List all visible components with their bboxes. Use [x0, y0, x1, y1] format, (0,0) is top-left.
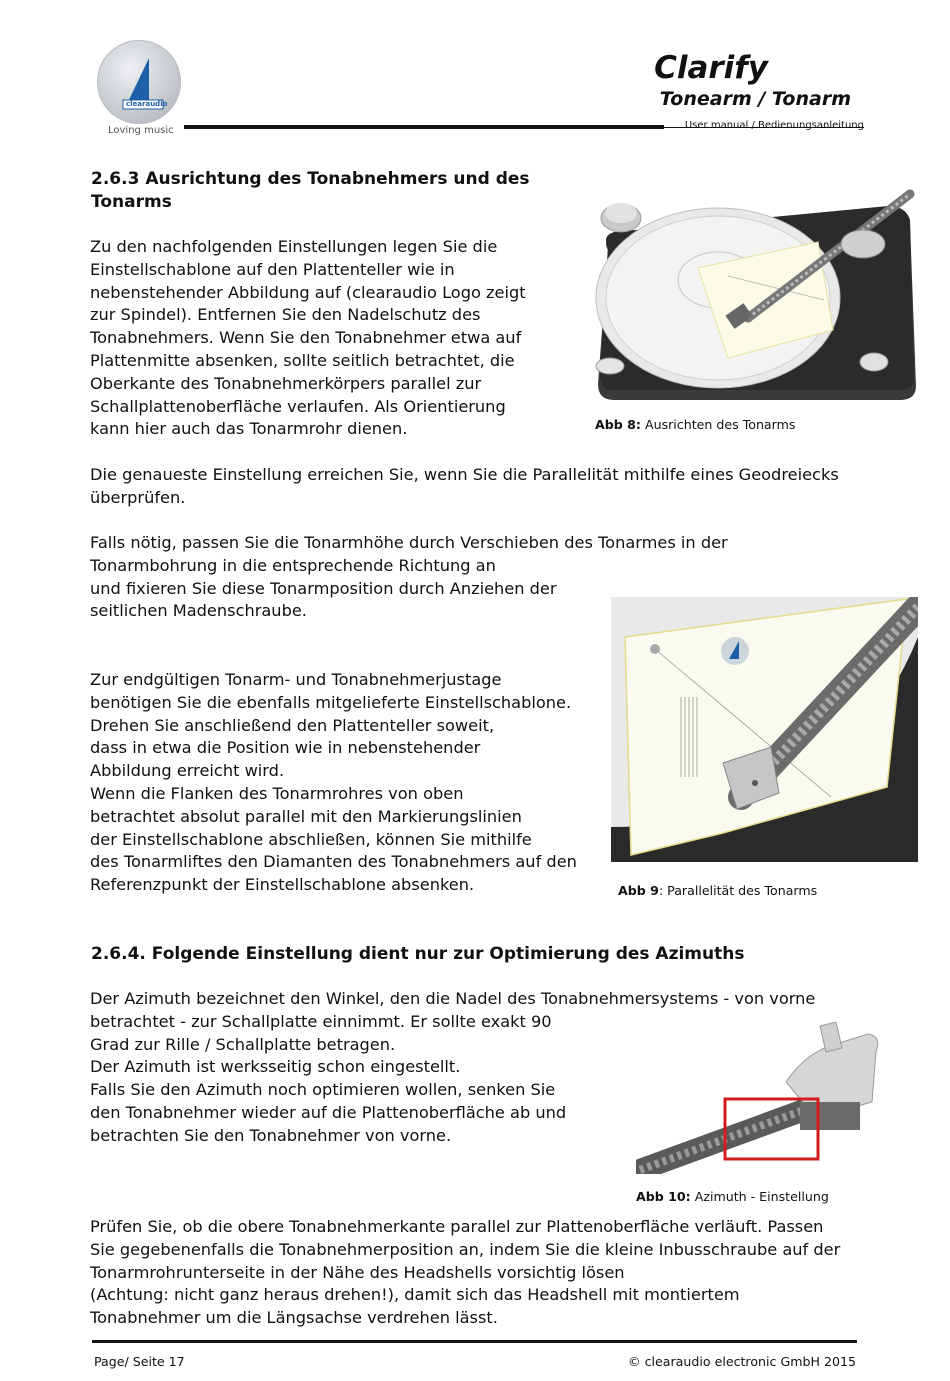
text-line: zur Spindel). Entfernen Sie den Nadelschutz des	[90, 305, 481, 325]
heading-line: Tonarms	[91, 192, 172, 212]
product-subtitle: Tonearm / Tonarm	[659, 88, 851, 110]
paragraph-template-placement	[90, 236, 560, 441]
headshell-illustration	[636, 1022, 884, 1174]
figure-8-turntable	[588, 180, 918, 406]
text-line: betrachtet - zur Schallplatte einnimmt. Er sollte exakt 90	[90, 1011, 552, 1031]
text-line: Falls nötig, passen Sie die Tonarmhöhe durch Verschieben des Tonarmes in der	[90, 533, 728, 552]
text-line: Tonarmbohrung in die entsprechende Richtung an	[90, 555, 496, 575]
turntable-illustration	[588, 180, 918, 406]
text-line: Tonabnehmers. Wenn Sie den Tonabnehmer etwa auf	[90, 328, 522, 348]
text-line: Tonarmrohrunterseite in der Nähe des Headshells vorsichtig lösen	[90, 1262, 625, 1282]
figure-9-alignment	[611, 597, 918, 862]
copyright: © clearaudio electronic GmbH 2015	[628, 1354, 856, 1369]
caption-label: Abb 8:	[595, 417, 641, 432]
text-line: Abbildung erreicht wird.	[90, 761, 285, 781]
figure-9-caption	[618, 883, 817, 898]
section-heading-2-6-4: 2.6.4. Folgende Einstellung dient nur zur Optimierung des Azimuths	[91, 944, 745, 964]
text-line: Der Azimuth ist werksseitig schon eingestellt.	[90, 1057, 461, 1077]
text-line: Schallplattenoberfläche verlaufen. Als Orientierung	[90, 396, 506, 416]
text-line: Oberkante des Tonabnehmerkörpers parallel zur	[90, 373, 482, 393]
footer-rule	[92, 1340, 857, 1343]
text-line: Plattenmitte absenken, sollte seitlich betrachtet, die	[90, 350, 515, 370]
text-line: benötigen Sie die ebenfalls mitgelieferte Einstellschablone.	[90, 692, 572, 712]
manual-label: User manual / Bedienungsanleitung	[684, 120, 864, 131]
text-line: Einstellschablone auf den Plattenteller wie in	[90, 259, 455, 279]
alignment-template-illustration	[611, 597, 918, 862]
figure-10-azimuth	[636, 1022, 884, 1174]
heading-line: 2.6.3 Ausrichtung des Tonabnehmers und des	[91, 169, 530, 189]
text-line: überprüfen.	[90, 487, 186, 507]
paragraph-check-edge	[90, 1216, 870, 1330]
caption-text: Azimuth - Einstellung	[690, 1189, 829, 1204]
text-line: Falls Sie den Azimuth noch optimieren wollen, senken Sie	[90, 1080, 556, 1100]
text-line: (Achtung: nicht ganz heraus drehen!), damit sich das Headshell mit montiertem	[90, 1285, 740, 1305]
caption-text: : Parallelität des Tonarms	[658, 883, 818, 898]
text-line: Zur endgültigen Tonarm- und Tonabnehmerjustage	[90, 670, 502, 689]
text-line: Drehen Sie anschließend den Plattenteller soweit,	[90, 715, 495, 735]
text-line: und fixieren Sie diese Tonarmposition durch Anziehen der	[90, 578, 557, 598]
product-title: Clarify	[654, 50, 768, 86]
caption-label: Abb 10:	[636, 1189, 691, 1204]
text-line: Zu den nachfolgenden Einstellungen legen Sie die	[90, 237, 498, 256]
text-line: der Einstellschablone abschließen, können Sie mithilfe	[90, 829, 532, 849]
text-line: den Tonabnehmer wieder auf die Plattenoberfläche ab und	[90, 1102, 567, 1122]
text-line: kann hier auch das Tonarmrohr dienen.	[90, 419, 408, 439]
text-line: Tonabnehmer um die Längsachse verdrehen lässt.	[90, 1308, 498, 1328]
header-rule	[184, 125, 664, 129]
caption-label: Abb 9	[618, 883, 659, 898]
figure-8-caption	[595, 417, 795, 432]
paragraph-geodreieck	[90, 464, 870, 510]
text-line: des Tonarmliftes den Diamanten des Tonabnehmers auf den	[90, 852, 577, 872]
text-line: betrachtet absolut parallel mit den Markierungslinien	[90, 806, 522, 826]
text-line: Grad zur Rille / Schallplatte betragen.	[90, 1034, 396, 1054]
text-line: Die genaueste Einstellung erreichen Sie, wenn Sie die Parallelität mithilfe eines Geodreiecks	[90, 465, 839, 484]
text-line: Wenn die Flanken des Tonarmrohres von oben	[90, 783, 464, 803]
paragraph-final-adjustment	[90, 669, 610, 897]
text-line: seitlichen Madenschraube.	[90, 601, 307, 621]
text-line: Prüfen Sie, ob die obere Tonabnehmerkante parallel zur Plattenoberfläche verläuft. Passen	[90, 1217, 824, 1236]
figure-10-caption	[636, 1189, 829, 1204]
page-number: Page/ Seite 17	[94, 1354, 185, 1369]
text-line: Referenzpunkt der Einstellschablone absenken.	[90, 875, 475, 895]
caption-text: Ausrichten des Tonarms	[640, 417, 796, 432]
clearaudio-logo	[97, 40, 181, 124]
text-line: Sie gegebenenfalls die Tonabnehmerposition an, indem Sie die kleine Inbusschraube auf der	[90, 1239, 841, 1259]
logo-text: clearaudio	[126, 100, 168, 108]
logo-tagline: Loving music	[108, 125, 174, 136]
text-line: nebenstehender Abbildung auf (clearaudio Logo zeigt	[90, 282, 526, 302]
text-line: betrachten Sie den Tonabnehmer von vorne.	[90, 1125, 452, 1145]
logo-triangle-icon	[97, 40, 181, 124]
section-heading-2-6-3	[91, 168, 530, 214]
text-line: Der Azimuth bezeichnet den Winkel, den die Nadel des Tonabnehmersystems - von vorne	[90, 989, 816, 1008]
text-line: dass in etwa die Position wie in nebenstehender	[90, 738, 481, 758]
